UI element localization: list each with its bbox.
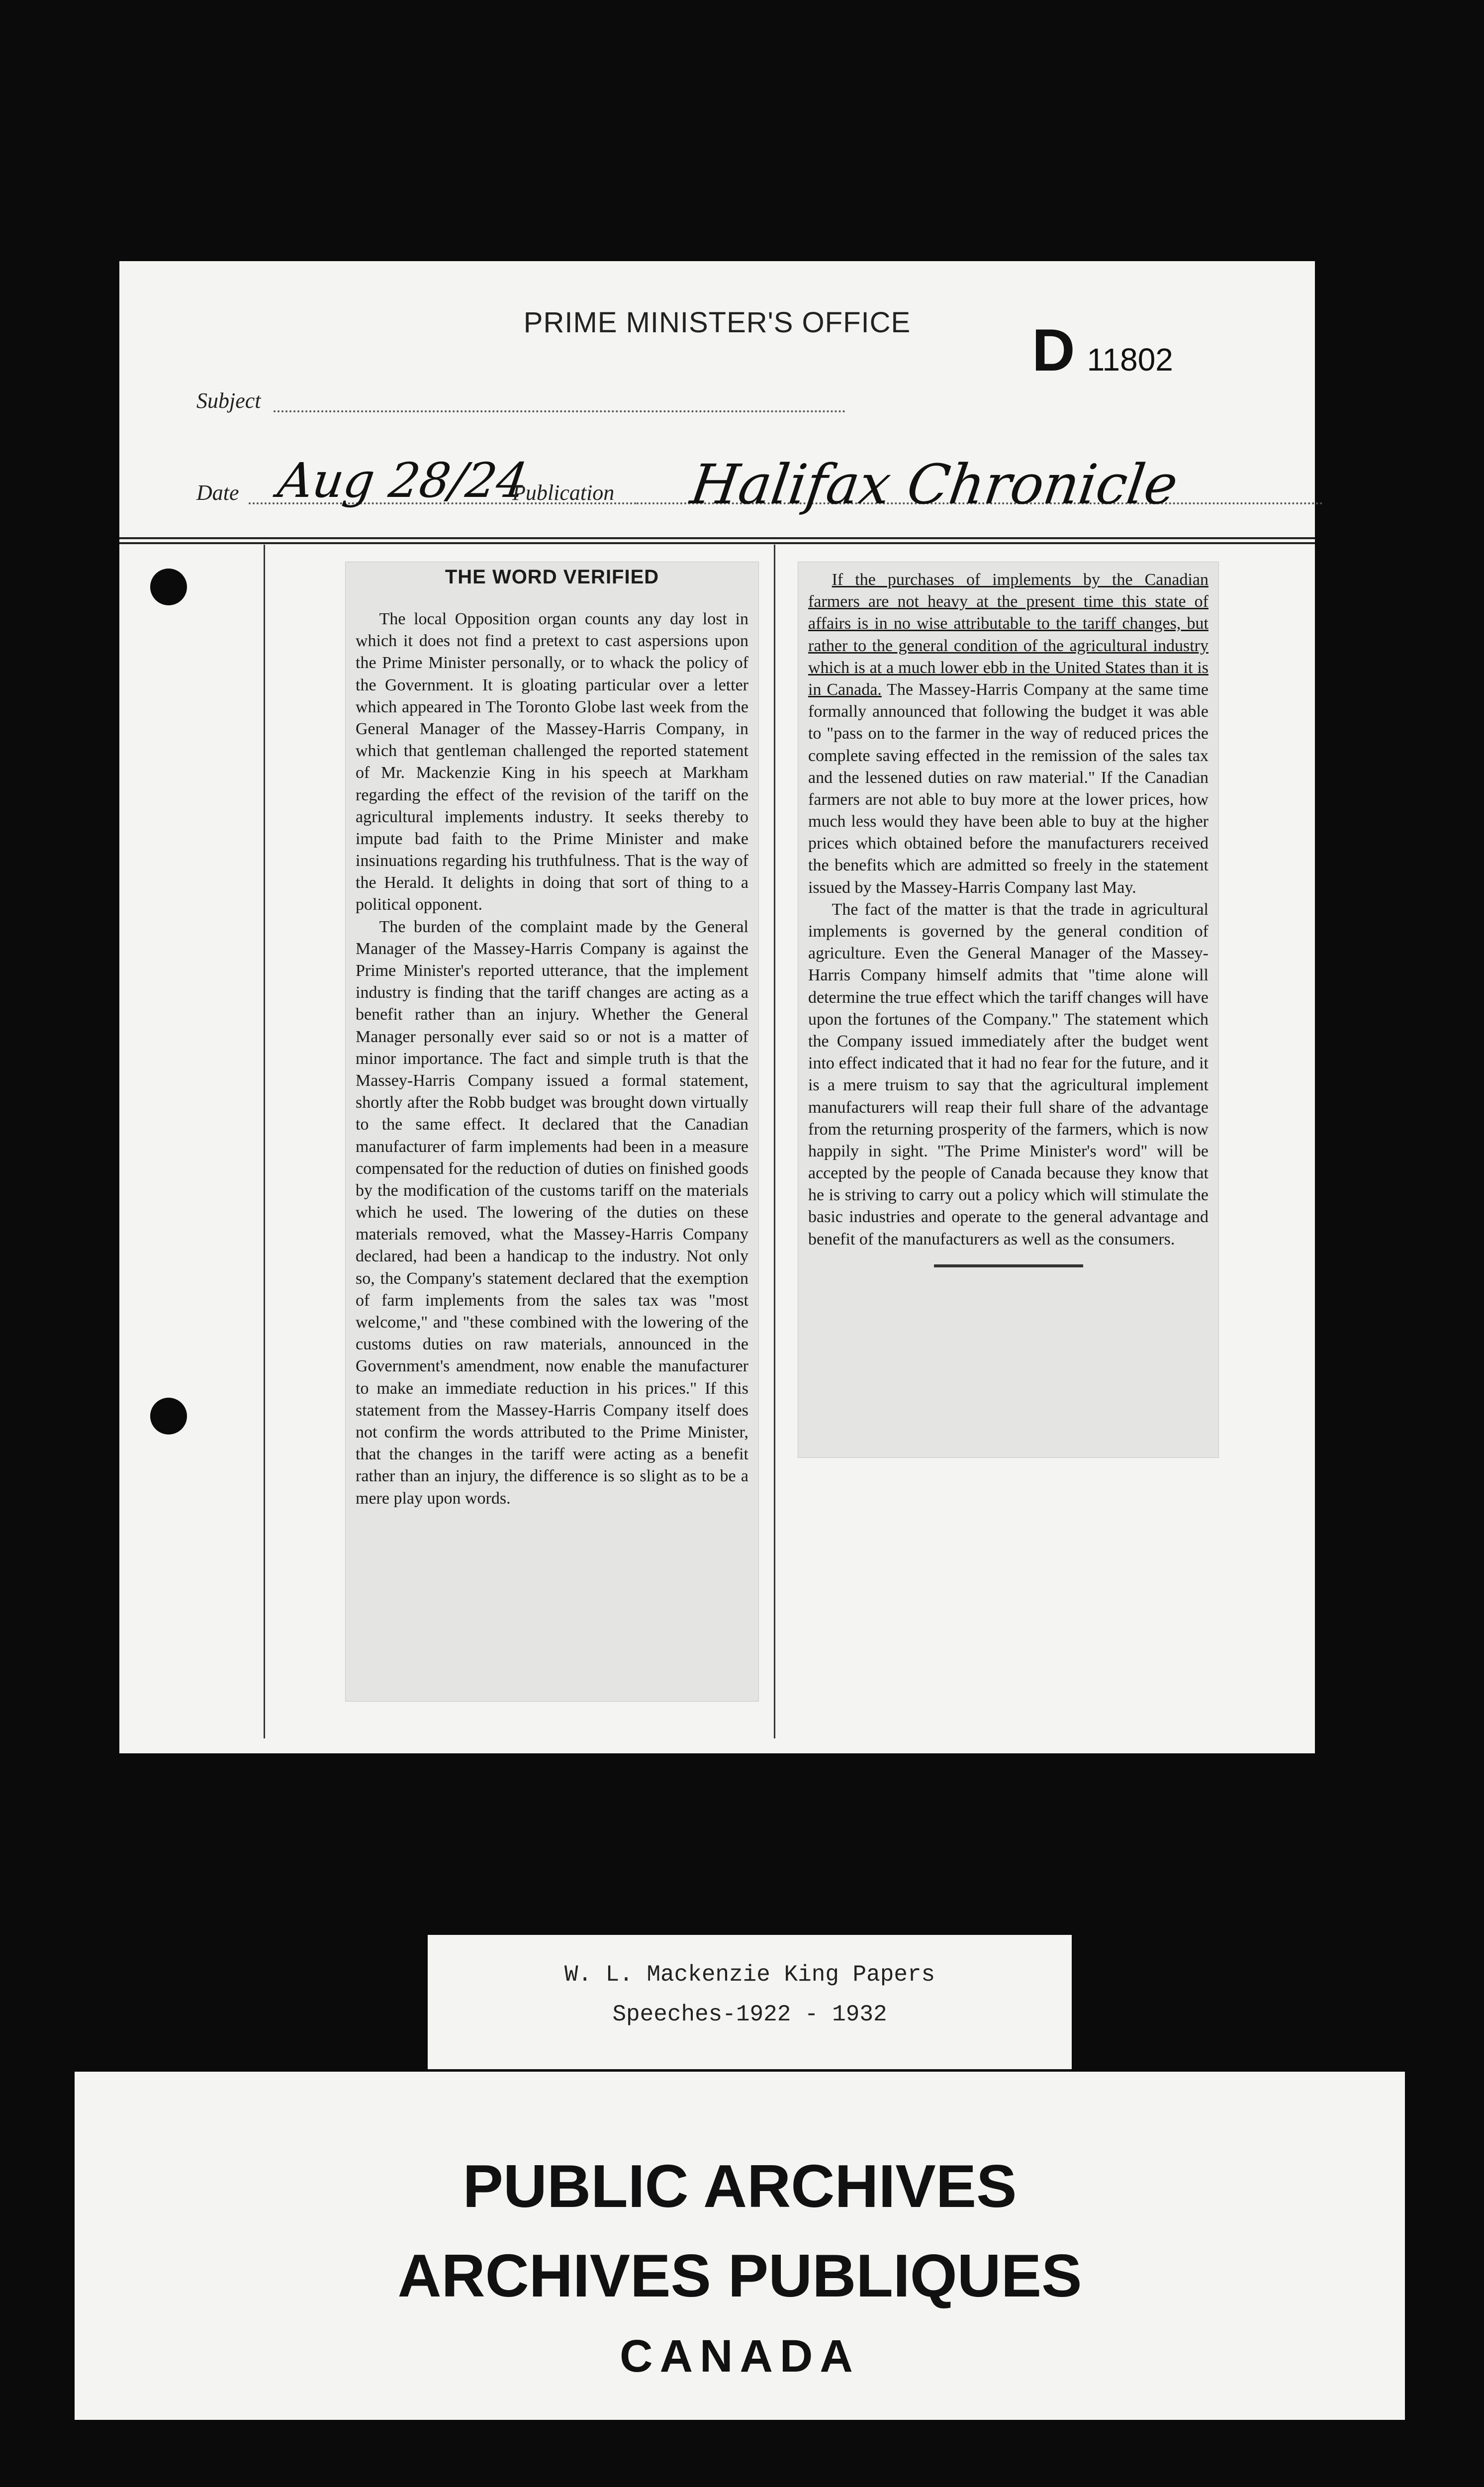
article-headline: THE WORD VERIFIED [445,566,659,588]
collection-title: W. L. Mackenzie King Papers [564,1962,935,1988]
article-clipping-left [346,562,758,1701]
doc-prefix: D [1032,317,1075,383]
article-paragraph: The fact of the matter is that the trade in agricultural implements is governed by the general condition of agriculture. Even the General Manager of the Massey-Harris Company himself admits that "time alone will determine the true effect which the tariff changes will have upon the fortunes of the Company." The statement which the Company issued immediately after the budget went into effect indicated that it had no fear for the future, and it is a mere truism to say that the agricultural implement manufacturers will reap their full share of the advantage from the returning prosperity of the farmers, which is now happily in sight. "The Prime Minister's word" will be accepted by the people of Canada because they know that he is striving to carry out a policy which will stimulate the basic industries and operate to the general advantage and benefit of the manufacturers as well as the consumers. [808,900,1208,1248]
article-col1 [346,608,758,1510]
document-id [1032,316,1173,384]
subject-line [274,410,845,412]
header-rule-bottom [119,542,1315,544]
publication-handwritten: Halifax Chronicle [687,453,1182,516]
publication-label: Publication [512,480,615,505]
article-paragraph [808,569,1208,899]
punch-hole-bottom [150,1398,187,1435]
office-heading: PRIME MINISTER'S OFFICE [523,306,911,339]
article-paragraph: The local Opposition organ counts any day lost in which it does not find a pretext to cast aspersions upon the Prime Minister personally, or to whack the policy of the Government. It is gloating particular over a letter which appeared in The Toronto Globe last week from the General Manager of the Massey-Harris Company, in which that gentleman challenged the reported statement of Mr. Mackenzie King in his speech at Markham regarding the effect of the revision of the tariff on the agricultural implements industry. It seeks thereby to impute bad faith to the Prime Minister and make insinuations regarding his truthfulness. That is the way of the Herald. It delights in doing that sort of thing to a political opponent. [356,610,748,914]
document-sheet [119,261,1315,1753]
doc-number: 11802 [1087,342,1173,378]
date-label: Date [196,480,239,505]
margin-rule [264,545,265,1738]
article-end-rule [934,1264,1083,1267]
column-rule [774,545,775,1738]
archives-country: CANADA [620,2331,860,2382]
punch-hole-top [150,569,187,605]
article-text: The Massey-Harris Company at the same time formally announced that following the budget it was able to "pass on to the farmer in the way of reduced prices the complete saving effected in the remission of the sales tax and the lessened duties on raw material." If the Canadian farmers are not able to buy more at the lower prices, how much less would they have been able to buy at the higher prices which obtained before the manufacturers received the benefits which are admitted so freely in the statement issued by the Massey-Harris Company last May. [808,680,1208,897]
underlined-passage: If the purchases of implements by the Canadian farmers are not heavy at the present time this state of affairs is in no wise attributable to the tariff changes, but rather to the general condition of the agricultural industry which is at a much lower ebb in the United States than it is in Canada. [808,571,1208,699]
archives-line-en: PUBLIC ARCHIVES [463,2152,1017,2220]
article-col2 [798,569,1218,1267]
archives-card [75,2072,1405,2420]
collection-series: Speeches-1922 - 1932 [612,2002,887,2027]
article-clipping-right [798,562,1218,1457]
article-paragraph: The burden of the complaint made by the General Manager of the Massey-Harris Company is against the Prime Minister's reported utterance, that the implement industry is finding that the tariff changes are acting as a benefit rather than an injury. Whether the General Manager personally ever said so or not is a matter of minor importance. The fact and simple truth is that the Massey-Harris Company issued a formal statement, shortly after the Robb budget was brought down virtually to the same effect. It declared that the Canadian manufacturer of farm implements had been in a measure compensated for the reduction of duties on finished goods by the modification of the customs tariff on the materials which he used. The lowering of the duties on these materials removed, what the Massey-Harris Company declared, had been a handicap to the industry. Not only so, the Company's statement declared that the exemption of farm implements from the sales tax was "most welcome," and "these combined with the lowering of the customs duties on raw materials, announced in the Government's amendment, now enable the manufacturer to make an immediate reduction in his prices." If this statement from the Massey-Harris Company itself does not confirm the words attributed to the Prime Minister, that the changes in the tariff were acting as a benefit rather than an injury, the difference is so slight as to be a mere play upon words. [356,917,748,1508]
collection-label [428,1935,1072,2069]
subject-label: Subject [196,388,261,413]
date-handwritten: Aug 28/24 [275,453,531,508]
header-rule-top [119,537,1315,539]
archives-line-fr: ARCHIVES PUBLIQUES [397,2242,1082,2309]
